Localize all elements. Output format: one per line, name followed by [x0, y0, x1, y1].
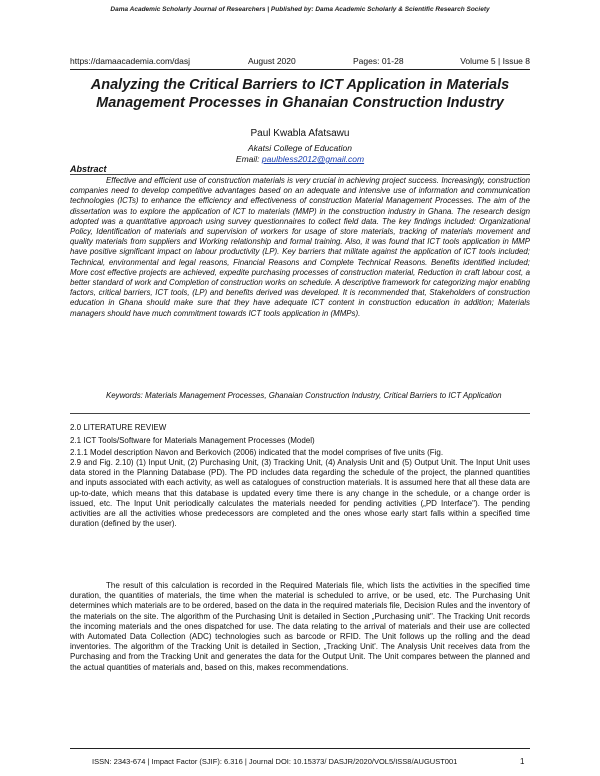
section-heading-model-description: 2.1.1 Model description Navon and Berkovich (2006) indicated that the model comprises of five units (Fig.: [70, 448, 444, 457]
issue-date: August 2020: [248, 56, 296, 66]
header-rule: [70, 69, 530, 70]
page-number: 1: [520, 757, 525, 766]
author-affiliation: Akatsi College of Education: [248, 143, 352, 153]
abstract-heading: Abstract: [70, 164, 107, 174]
keywords: Keywords: Materials Management Processes, Ghanaian Construction Industry, Critical Barriers to ICT Application: [106, 391, 502, 400]
meta-row: [70, 56, 530, 68]
section-heading-literature-review: 2.0 LITERATURE REVIEW: [70, 423, 167, 432]
author-email-link[interactable]: paulbless2012@gmail.com: [261, 154, 365, 164]
author-name: Paul Kwabla Afatsawu: [250, 128, 350, 139]
body-paragraph-1: 2.9 and Fig. 2.10) (1) Input Unit, (2) Purchasing Unit, (3) Tracking Unit, (4) Analysis Unit and (5) Output Unit. The Input Unit uses data stored in the Planning Database (PD). The PD includes data regarding the schedule of the project, the planned quantities and inputs associated with each activity, as well as catalogues of construction materials. It is assumed here that all these data are up-to-date, which means that this database is updated every time there is any change in the schedule, or a change order is issued, etc. The Input Unit periodically calculates the materials needed for pending activities („PD Interface"). The pending activities are all the activities whose predecessors are completed and the ones whose early start falls within a specified time duration (defined by the user).: [70, 458, 530, 529]
footer-rule: [70, 748, 530, 749]
abstract-body: Effective and efficient use of construction materials is very crucial in achieving project success. Increasingly, construction companies need to develop competitive advantages based on an adequate and intensive use of information and communication technologies (ICTs) to enhance the efficiency and effectiveness of construction Material Management Processes. The aim of the dissertation was to explore the application of ICT to materials (MMP) in the construction industry in Ghana. The research design adopted was a quantitative approach using survey questionnaires to collect field data. The key findings included: Organizational Policy, Identification of materials and supervision of workers for usage of store materials, tracking of materials movement and quality materials from suppliers and Working relationship and formal training. Also, it was found that ICT tools application in MMP have positive significant impact on labour productivity (LP). Key barriers that militate against the application of ICT tools included; Technical, environmental and legal reasons, Financial Reasons and Complete Technical Reasons. Benefits identified included; More cost effective projects are achieved, expedite purchasing processes of construction material, Reduction in craft labour cost, a better standard of work and Completion of construction works on schedule. A descriptive framework for categorizing major enabling factors, critical barriers, ICT tools, (LP) and benefits derived was developed. It is recommended that, Stakeholders of construction education in Ghana should make sure that they have adequate ICT content in construction education in addition; Materials managers should have much commitment towards ICT tools application in (MMPs).: [70, 176, 530, 318]
section-heading-ict-tools: 2.1 ICT Tools/Software for Materials Management Processes (Model): [70, 436, 315, 445]
keywords-rule: [70, 413, 530, 414]
journal-header: Dama Academic Scholarly Journal of Researchers | Published by: Dama Academic Scholarly & Scientific Research Society: [110, 6, 490, 13]
page-range: Pages: 01-28: [353, 56, 404, 66]
footer-issn: ISSN: 2343-674 | Impact Factor (SJIF): 6.316 | Journal DOI: 10.15373/ DASJR/2020/VOL5/ISS8/AUGUST001: [92, 757, 458, 766]
abstract-rule: [70, 174, 530, 175]
email-label: Email:: [235, 154, 260, 164]
journal-url-link[interactable]: https://damaacademia.com/dasj: [70, 56, 191, 66]
paper-title: Analyzing the Critical Barriers to ICT Application in Materials Management Processes in Ghanaian Construction Industry: [90, 77, 510, 111]
volume-issue: Volume 5 | Issue 8: [460, 56, 530, 66]
author-email-row: [0, 154, 600, 164]
body-paragraph-2: The result of this calculation is recorded in the Required Materials file, which lists the activities in the specified time duration, the quantities of materials, the time when the material is scheduled to arrive, or be used, etc. The Purchasing Unit determines which materials are to be ordered, based on the data in the required materials file, Decision Rules and the inventory of the materials on the site. The algorithm of the Purchasing Unit is detailed in Section „Purchasing unit". The Tracking Unit records the incoming materials and the ones dispatched for use. The data relating to the arrival of materials and their use are collected with Automated Data Collection (ADC) technologies such as barcode or RFID. The Unit follows up the rolling and the dead inventories. The algorithm of the Tracking Unit is detailed in Section, „Tracking Unit'. The Analysis Unit receives data from the Purchasing and from the Tracking Unit and generates the data for the Output Unit. The Unit compares between the planned and the actual quantities of materials and, based on this, makes recommendations.: [70, 581, 530, 672]
